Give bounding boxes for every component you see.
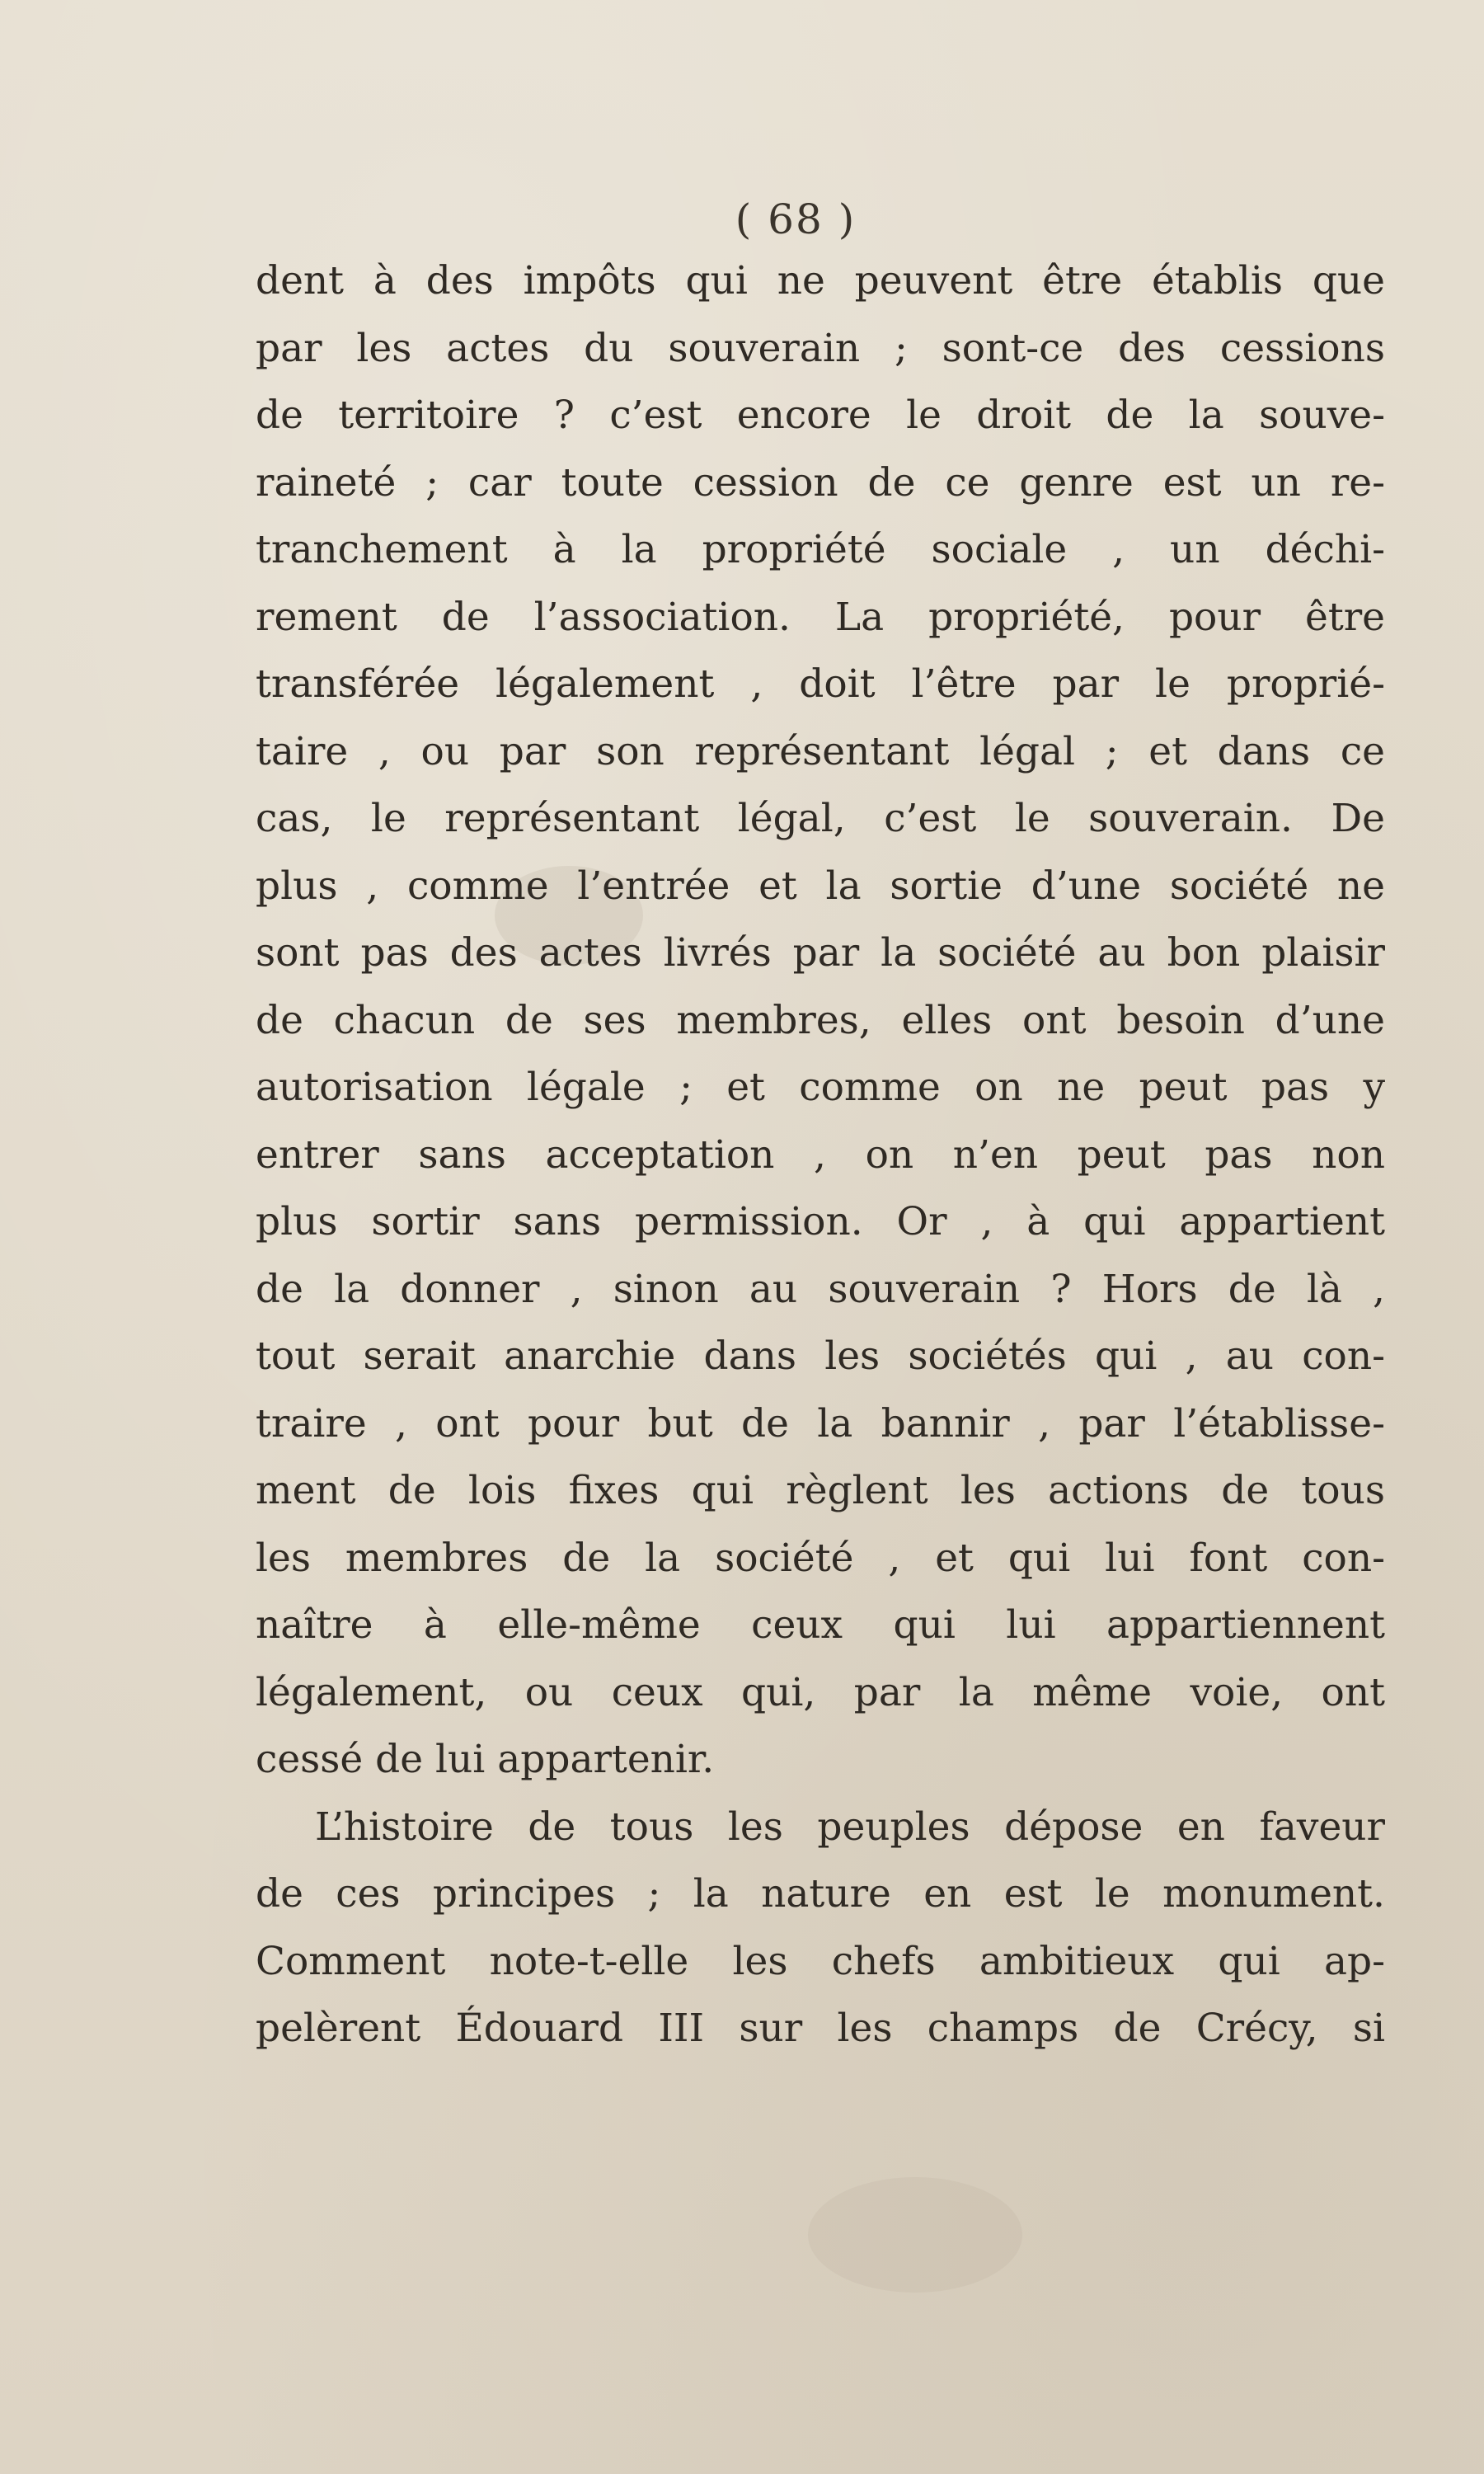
text-line: de la donner , sinon au souverain ? Hors de là , xyxy=(256,1266,1385,1312)
text-line: traire , ont pour but de la bannir , par l’établisse- xyxy=(256,1400,1385,1446)
text-line: Comment note-t-elle les chefs ambitieux qui ap- xyxy=(256,1938,1385,1984)
text-line: sont pas des actes livrés par la société au bon plaisir xyxy=(256,930,1385,976)
text-line: de ces principes ; la nature en est le monument. xyxy=(256,1871,1385,1917)
text-line: cas, le représentant légal, c’est le souverain. De xyxy=(256,796,1385,841)
text-line: ment de lois fixes qui règlent les actions de tous xyxy=(256,1468,1385,1513)
paper-stain xyxy=(808,2177,1022,2293)
text-line: pelèrent Édouard III sur les champs de Crécy, si xyxy=(256,2006,1385,2051)
text-line: de chacun de ses membres, elles ont besoin d’une xyxy=(256,997,1385,1043)
text-line: les membres de la société , et qui lui font con- xyxy=(256,1535,1385,1581)
text-line: de territoire ? c’est encore le droit de la souve- xyxy=(256,393,1385,438)
text-line: dent à des impôts qui ne peuvent être établis que xyxy=(256,258,1385,303)
text-line: par les actes du souverain ; sont-ce des cessions xyxy=(256,325,1385,371)
page-number: ( 68 ) xyxy=(735,195,857,243)
text-line: naître à elle-même ceux qui lui appartiennent xyxy=(256,1602,1385,1648)
text-line: plus sortir sans permission. Or , à qui appartient xyxy=(256,1199,1385,1244)
text-line: tout serait anarchie dans les sociétés qui , au con- xyxy=(256,1333,1385,1379)
text-line: entrer sans acceptation , on n’en peut pas non xyxy=(256,1131,1385,1178)
text-line: taire , ou par son représentant légal ; et dans ce xyxy=(256,728,1385,774)
paragraph-start-line: L’histoire de tous les peuples dépose en faveur xyxy=(315,1804,1385,1850)
text-line: tranchement à la propriété sociale , un déchi- xyxy=(256,527,1385,572)
text-line: plus , comme l’entrée et la sortie d’une société ne xyxy=(256,863,1385,909)
text-line: légalement, ou ceux qui, par la même voie, ont xyxy=(256,1669,1385,1715)
text-line: raineté ; car toute cession de ce genre est un re- xyxy=(256,459,1385,506)
text-line: autorisation légale ; et comme on ne peut pas y xyxy=(256,1065,1385,1110)
text-line: rement de l’association. La propriété, pour être xyxy=(256,594,1385,640)
paragraph-end-line: cessé de lui appartenir. xyxy=(256,1737,715,1782)
page-text xyxy=(256,195,1385,2062)
text-line: transférée légalement , doit l’être par le proprié- xyxy=(256,661,1385,707)
